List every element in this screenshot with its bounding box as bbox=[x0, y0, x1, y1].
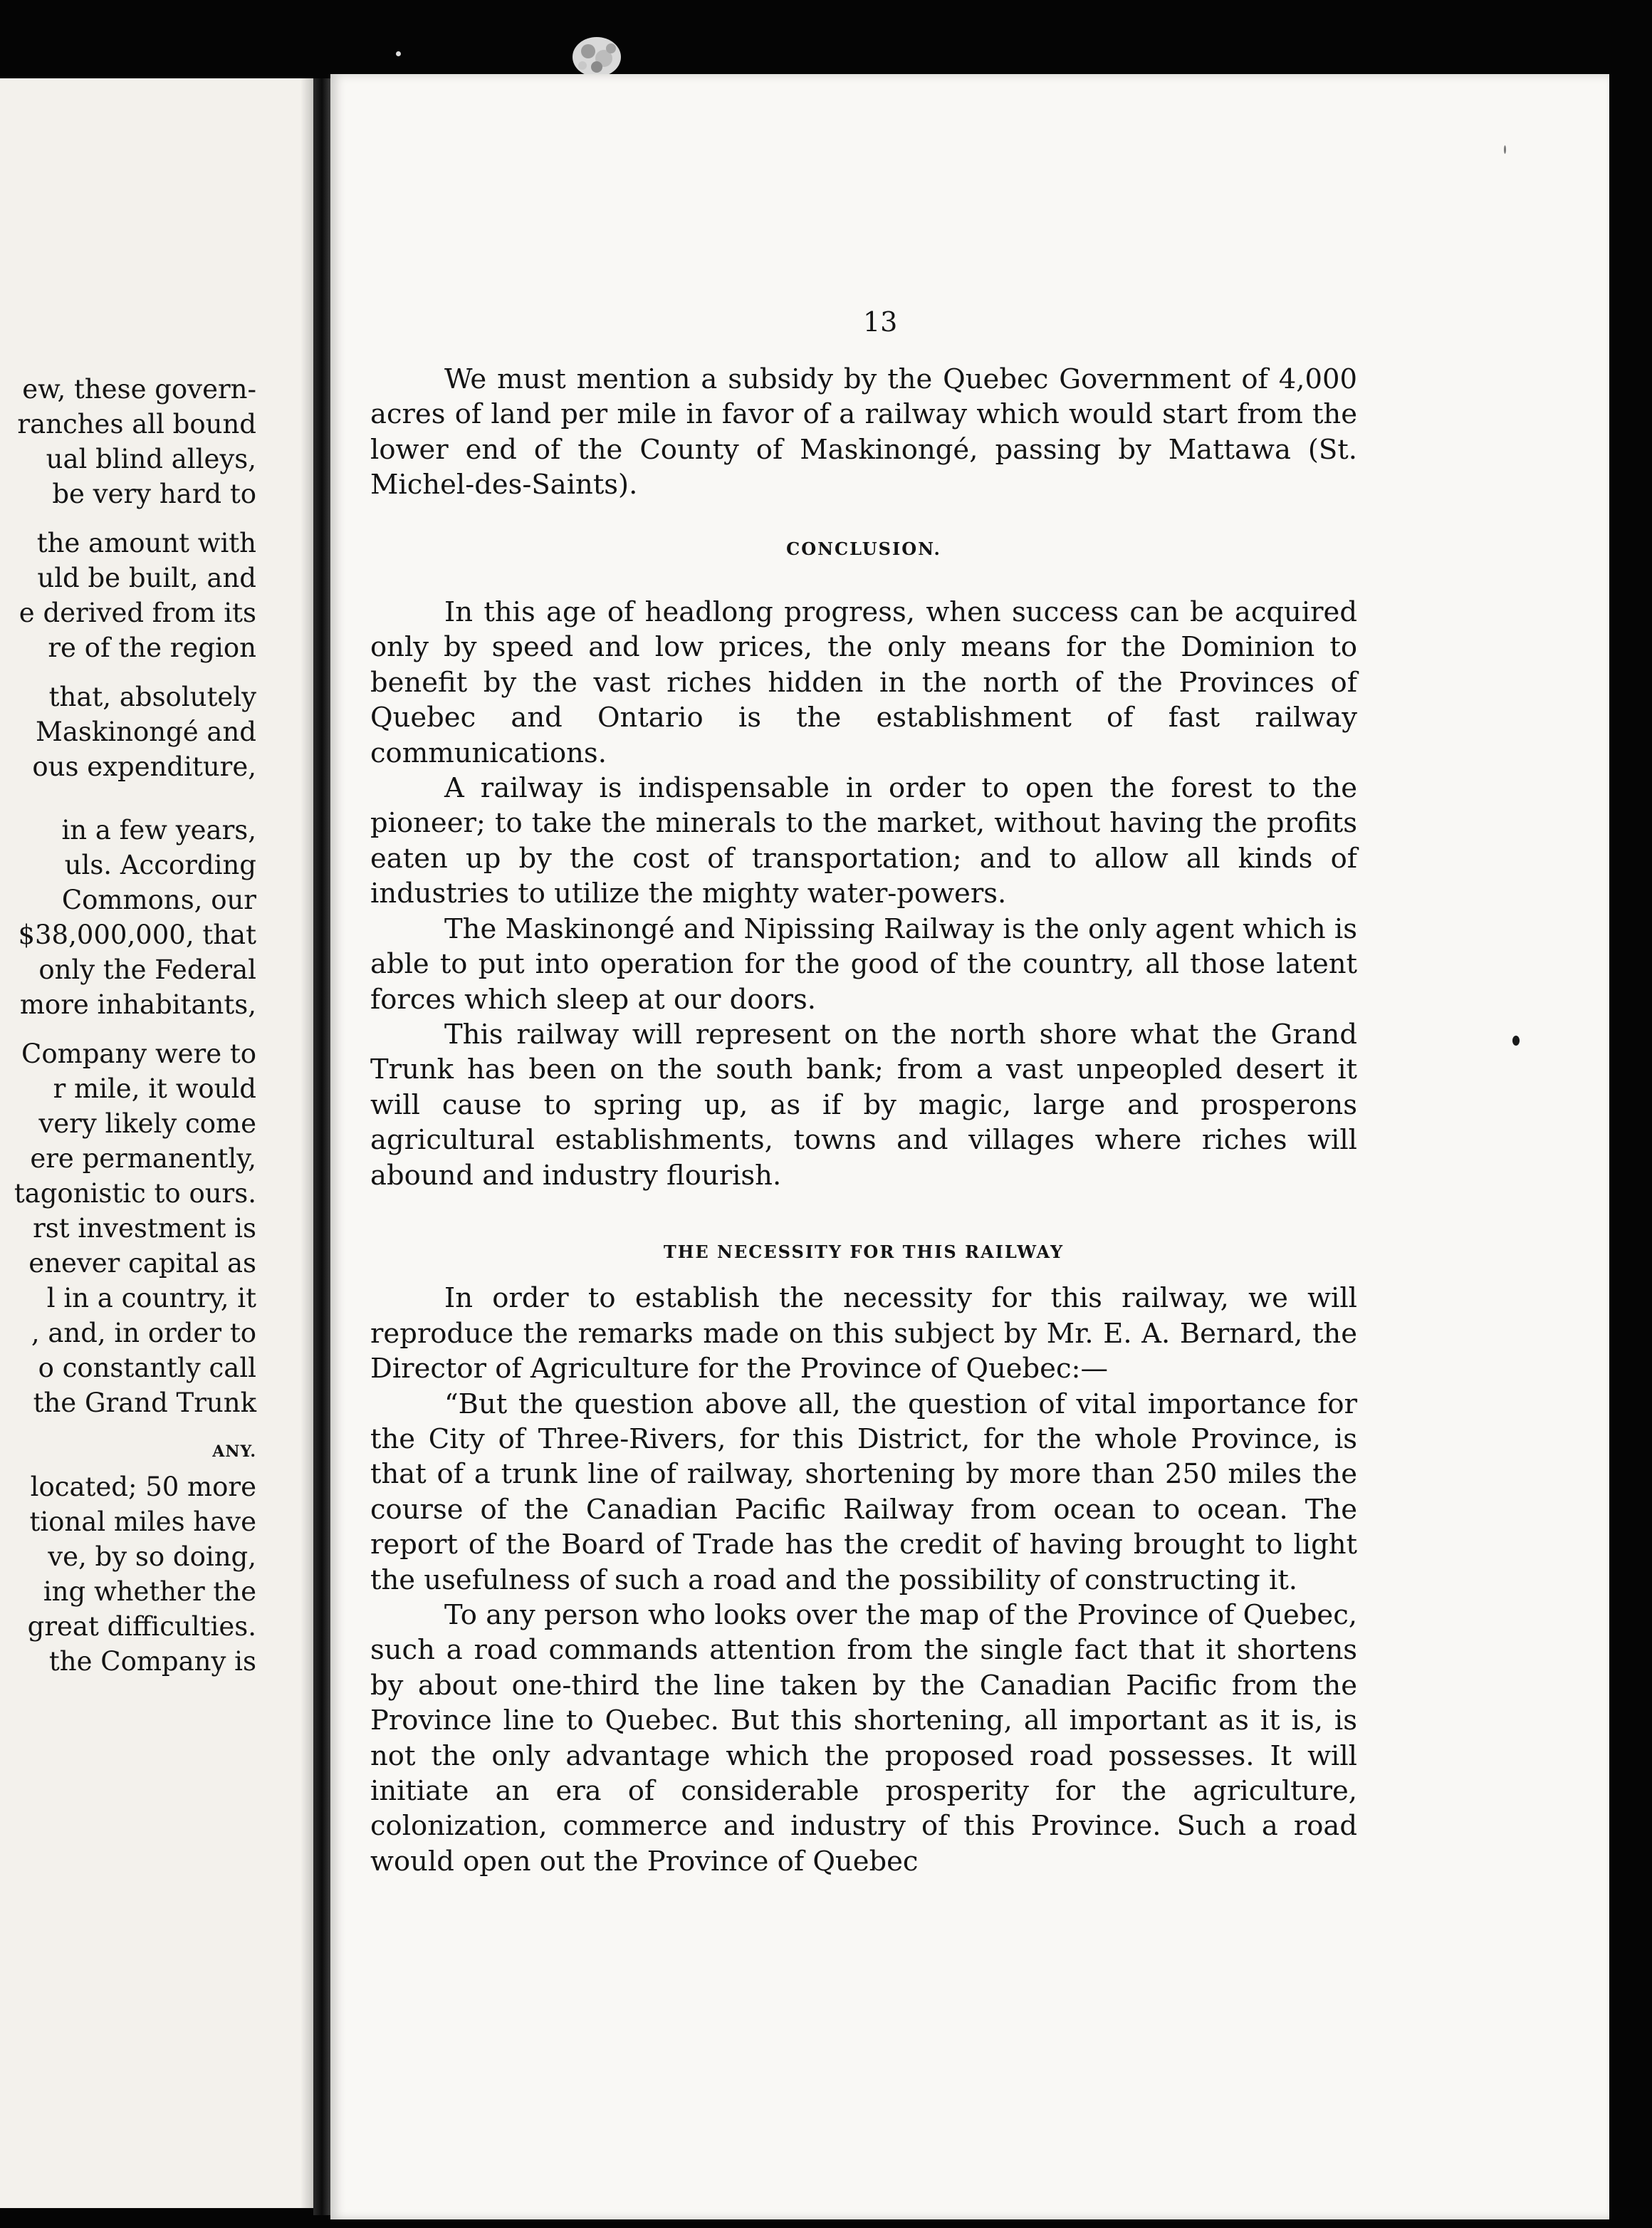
paragraph-establish-necessity: In order to establish the necessity for this railway, we will reproduce the remarks made on this subject by Mr. E. A. Bernard, the Director of Agriculture for the Province of Quebec:— bbox=[370, 1282, 1357, 1385]
previous-page-line: r mile, it would bbox=[53, 1073, 256, 1104]
previous-page-line: tional miles have bbox=[29, 1506, 256, 1537]
previous-page-line: great difficulties. bbox=[27, 1611, 256, 1642]
previous-page-line: the Grand Trunk bbox=[33, 1388, 256, 1418]
paragraph-vital-importance: “But the question above all, the question of vital importance for the City of Three-Rivers, for this District, for the whole Province, is that of a trunk line of railway, shortening by more than 250 miles the course of the Canadian Pacific Railway from ocean to ocean. The report of the Board of Trade has the credit of having brought to light the usefulness of such a road and the possibility of constructing it. bbox=[370, 1388, 1357, 1596]
previous-page-line: ing whether the bbox=[43, 1576, 256, 1607]
previous-page-line: e derived from its bbox=[19, 598, 256, 628]
paragraph-only-agent: The Maskinongé and Nipissing Railway is the only agent which is able to put into operation for the good of the country, all those latent forces which sleep at our doors. bbox=[370, 912, 1357, 1016]
previous-page-line: $38,000,000, that bbox=[18, 920, 256, 950]
previous-page-line: only the Federal bbox=[38, 954, 256, 985]
previous-page-text bbox=[0, 372, 256, 1679]
heading-necessity: THE NECESSITY FOR THIS RAILWAY bbox=[663, 1241, 1065, 1262]
scan-speck bbox=[396, 51, 401, 56]
previous-page-line: ual blind alleys, bbox=[46, 444, 256, 474]
previous-page-line: the Company is bbox=[48, 1646, 256, 1677]
previous-page-line: ANY. bbox=[212, 1442, 256, 1461]
paragraph-headlong-progress: In this age of headlong progress, when success can be acquired only by speed and low prices, the only means for the Dominion to benefit by the vast riches hidden in the north of the Provinces of Quebec and Ontario is the establishment of fast railway communications. bbox=[370, 596, 1357, 769]
previous-page-line: ranches all bound bbox=[17, 409, 256, 439]
previous-page-line bbox=[0, 1022, 256, 1036]
previous-page-line: l in a country, it bbox=[46, 1283, 256, 1313]
previous-page-line: the amount with bbox=[36, 528, 256, 558]
previous-page-line: uld be built, and bbox=[37, 563, 256, 593]
previous-page-line: located; 50 more bbox=[30, 1472, 256, 1502]
previous-page-line bbox=[0, 1420, 256, 1435]
book-spine bbox=[313, 78, 330, 2215]
previous-page-line: Maskinongé and bbox=[35, 717, 256, 747]
page-body bbox=[370, 362, 1357, 1879]
scan-speck bbox=[1512, 1036, 1520, 1046]
previous-page-line: rst investment is bbox=[33, 1213, 256, 1244]
previous-page-line: re of the region bbox=[48, 633, 256, 663]
previous-page-line: in a few years, bbox=[61, 815, 256, 845]
previous-page-line: ous expenditure, bbox=[32, 751, 256, 782]
previous-page-line: ve, by so doing, bbox=[48, 1541, 256, 1572]
paragraph-subsidy: We must mention a subsidy by the Quebec Government of 4,000 acres of land per mile in favor of a railway which would start from the lower end of the County of Maskinongé, passing by Mattawa (St. Michel-des-Saints). bbox=[370, 363, 1357, 501]
paragraph-indispensable: A railway is indispensable in order to open the forest to the pioneer; to take the minerals to the market, without having the profits eaten up by the cost of transportation; and to allow all kinds of industries to utilize the mighty water-powers. bbox=[370, 772, 1357, 910]
previous-page-line bbox=[0, 784, 256, 798]
scan-speck bbox=[1504, 145, 1506, 154]
page-number: 13 bbox=[863, 306, 898, 338]
paragraph-map-of-province: To any person who looks over the map of the Province of Quebec, such a road commands attention from the single fact that it shortens by about one-third the line taken by the Canadian Pacific from the Province line to Quebec. But this shortening, all important as it is, is not the only advantage which the proposed road possesses. It will initiate an era of considerable prosperity for the agriculture, colonization, commerce and industry of this Province. Such a road would open out the Province of Quebec bbox=[370, 1599, 1357, 1878]
previous-page-line bbox=[0, 798, 256, 813]
previous-page-line: , and, in order to bbox=[31, 1318, 256, 1348]
previous-page-line: Company were to bbox=[21, 1038, 256, 1069]
previous-page-line: Commons, our bbox=[61, 885, 256, 915]
previous-page-line: more inhabitants, bbox=[19, 989, 256, 1020]
previous-page-line bbox=[0, 665, 256, 680]
previous-page-fragment bbox=[0, 78, 313, 2208]
previous-page-line bbox=[0, 511, 256, 526]
previous-page-line: enever capital as bbox=[28, 1248, 256, 1279]
previous-page-line: o constantly call bbox=[38, 1353, 256, 1383]
heading-conclusion: CONCLUSION. bbox=[786, 538, 941, 559]
previous-page-line: be very hard to bbox=[52, 479, 256, 509]
previous-page-line: very likely come bbox=[38, 1108, 256, 1139]
previous-page-line: that, absolutely bbox=[48, 682, 256, 712]
previous-page-line: ere permanently, bbox=[30, 1143, 256, 1174]
page-fold-shadow bbox=[300, 78, 313, 2208]
previous-page-line: ew, these govern- bbox=[22, 374, 256, 405]
previous-page-line: tagonistic to ours. bbox=[14, 1178, 256, 1209]
paragraph-north-shore: This railway will represent on the north shore what the Grand Trunk has been on the south bank; from a vast unpeopled desert it will cause to spring up, as if by magic, large and prosperons agricultural establishments, towns and villages where riches will abound and industry flourish. bbox=[370, 1018, 1357, 1192]
previous-page-line: uls. According bbox=[64, 850, 256, 880]
